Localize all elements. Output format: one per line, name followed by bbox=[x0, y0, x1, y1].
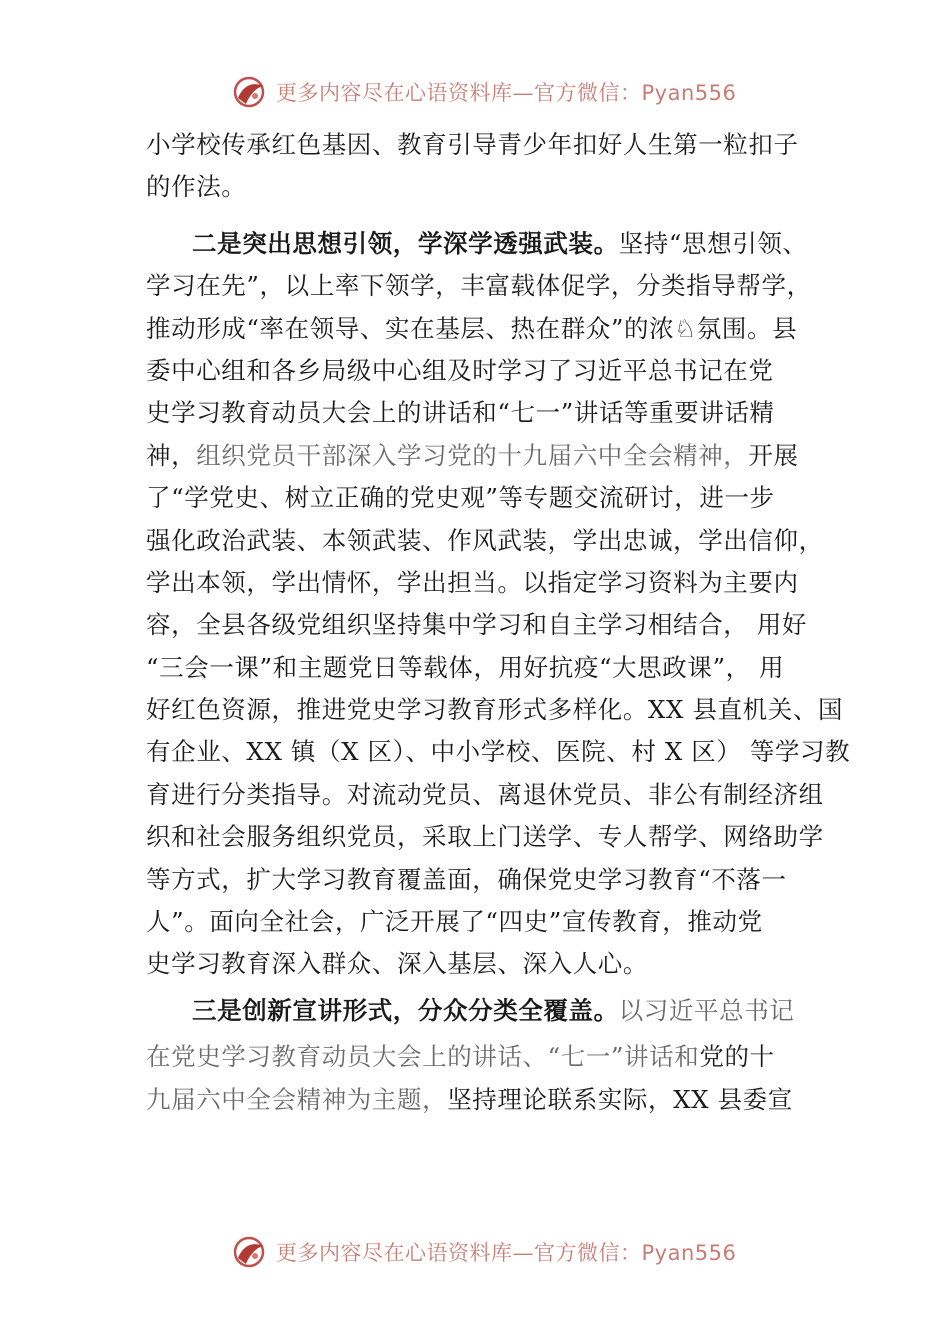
section-heading-3: 三是创新宣讲形式，分众分类全覆盖。 bbox=[192, 995, 619, 1025]
logo-icon bbox=[232, 74, 268, 110]
logo-icon bbox=[232, 1234, 268, 1270]
paragraph-line: 织和社会服务组织党员，采取上门送学、专人帮学、网络助学 bbox=[146, 822, 824, 852]
paragraph-line: 委中心组和各乡局级中心组及时学习了习近平总书记在党 bbox=[146, 355, 774, 385]
paragraph-line: 的作法。 bbox=[146, 172, 247, 202]
document-body bbox=[146, 124, 851, 1121]
banner-text: 更多内容尽在心语资料库—官方微信：Pyan556 bbox=[276, 81, 737, 105]
paragraph-line: 强化政治武装、本领武装、作风武装，学出忠诚，学出信仰， bbox=[146, 525, 824, 555]
paragraph-line: 有企业、XX 镇（X 区）、中小学校、医院、村 X 区） 等学习教 bbox=[146, 737, 851, 767]
paragraph-line: 好红色资源，推进党史学习教育形式多样化。XX 县直机关、国 bbox=[146, 695, 844, 725]
wechat-id: Pyan556 bbox=[641, 1241, 737, 1265]
footer-banner bbox=[232, 1232, 752, 1272]
section-heading-2: 二是突出思想引领，学深学透强武装。 bbox=[192, 228, 619, 258]
paragraph-line: 九届六中全会精神为主题，坚持理论联系实际，XX 县委宣 bbox=[146, 1084, 793, 1114]
paragraph-line: 二是突出思想引领，学深学透强武装。坚持“思想引领、 bbox=[192, 228, 808, 258]
paragraph-line: 了“学党史、树立正确的党史观”等专题交流研讨，进一步 bbox=[146, 483, 775, 513]
banner-text: 更多内容尽在心语资料库—官方微信：Pyan556 bbox=[276, 1241, 737, 1265]
paragraph-line: “三会一课”和主题党日等载体，用好抗疫“大思政课”， 用 bbox=[146, 652, 785, 682]
paragraph-line: 史学习教育深入群众、深入基层、深入人心。 bbox=[146, 949, 648, 979]
paragraph-line: 在党史学习教育动员大会上的讲话、“七一”讲话和党的十 bbox=[146, 1042, 775, 1072]
paragraph-line: 学习在先”，以上率下领学，丰富载体促学，分类指导帮学， bbox=[146, 271, 812, 301]
paragraph-line: 三是创新宣讲形式，分众分类全覆盖。以习近平总书记 bbox=[192, 995, 795, 1025]
paragraph-line: 容，全县各级党组织坚持集中学习和自主学习相结合， 用好 bbox=[146, 610, 807, 640]
paragraph-line: 等方式，扩大学习教育覆盖面，确保党史学习教育“不落一 bbox=[146, 864, 787, 894]
paragraph-line: 推动形成“率在领导、实在基层、热在群众”的浓♘氛围。县 bbox=[146, 313, 798, 343]
paragraph-line: 史学习教育动员大会上的讲话和“七一”讲话等重要讲话精 bbox=[146, 398, 775, 428]
paragraph-line: 小学校传承红色基因、教育引导青少年扣好人生第一粒扣子 bbox=[146, 130, 799, 159]
paragraph-line: 神，组织党员干部深入学习党的十九届六中全会精神，开展 bbox=[146, 440, 799, 470]
wechat-id: Pyan556 bbox=[641, 81, 737, 105]
header-banner bbox=[232, 72, 752, 112]
paragraph-line: 学出本领，学出情怀，学出担当。以指定学习资料为主要内 bbox=[146, 567, 799, 597]
paragraph-line: 人”。面向全社会，广泛开展了“四史”宣传教育，推动党 bbox=[146, 907, 763, 937]
paragraph-line: 育进行分类指导。对流动党员、离退休党员、非公有制经济组 bbox=[146, 779, 824, 809]
